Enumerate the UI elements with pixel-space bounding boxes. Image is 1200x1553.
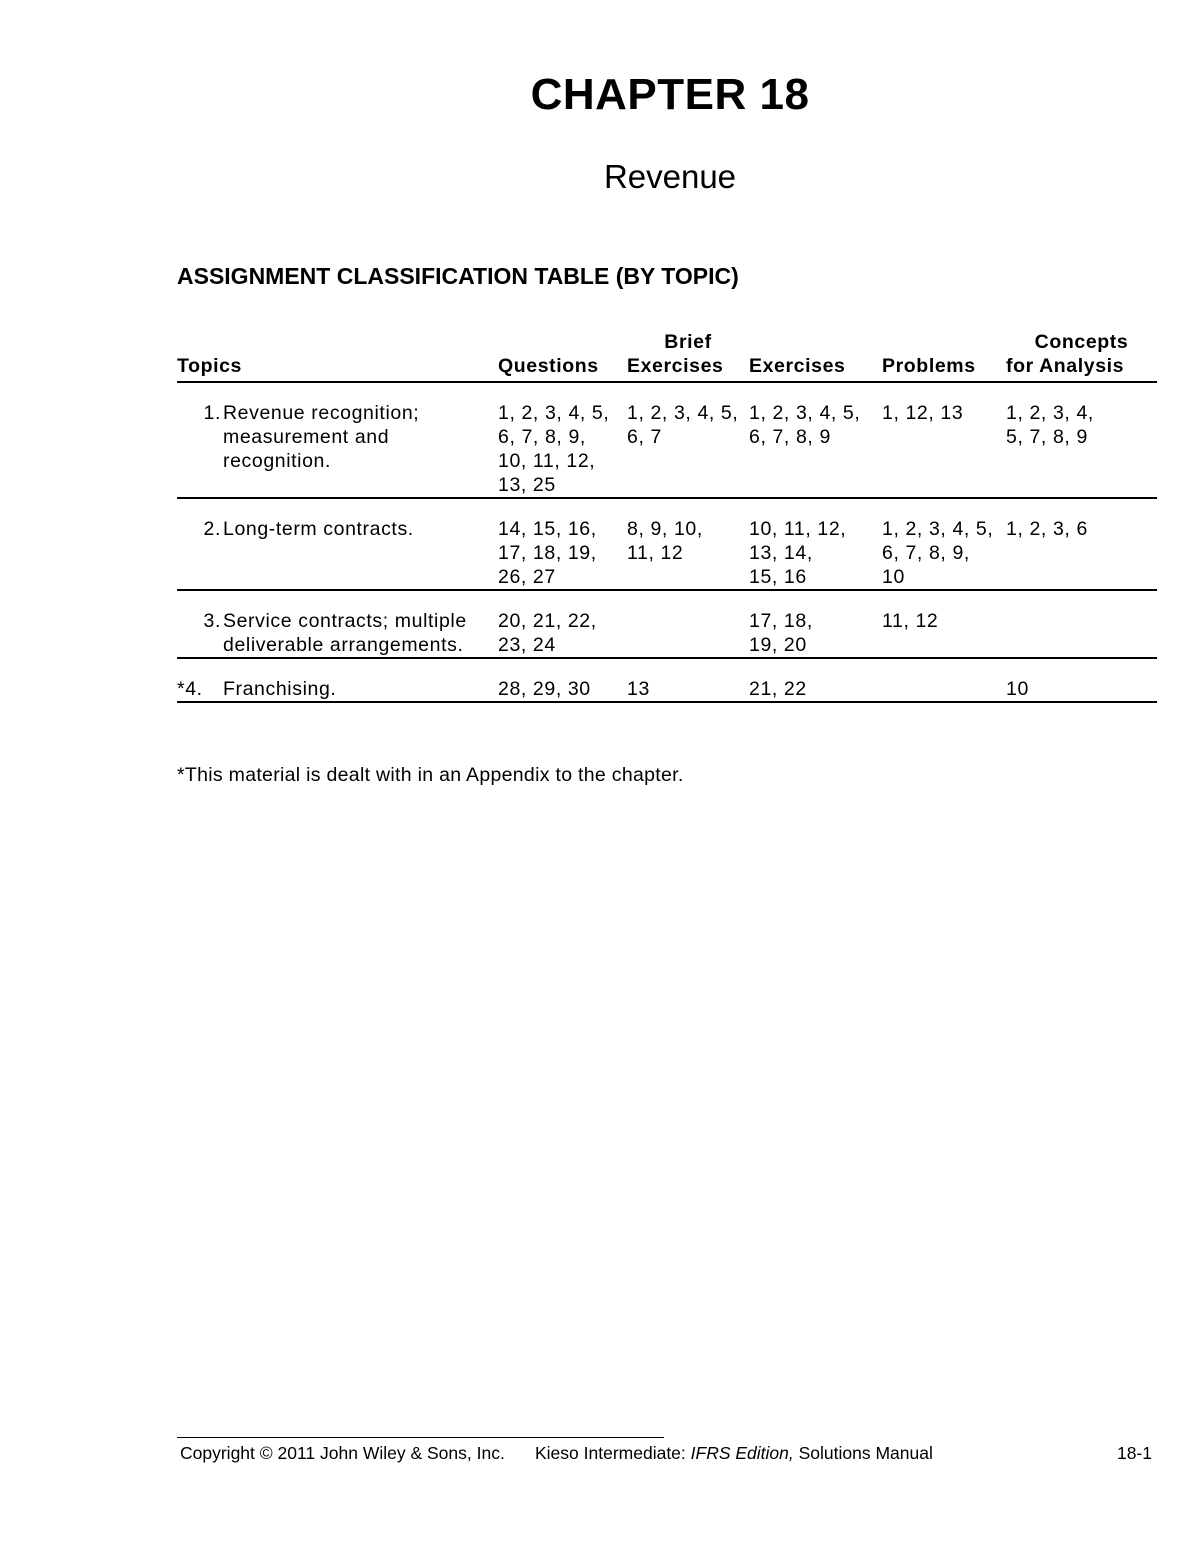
topic-text: Franchising.	[223, 678, 337, 700]
header-concepts-line2: for Analysis	[1006, 355, 1125, 377]
questions-cell	[498, 382, 627, 498]
header-questions: Questions	[498, 330, 627, 382]
section-heading: ASSIGNMENT CLASSIFICATION TABLE (BY TOPIC)	[177, 263, 739, 289]
header-brief-exercises-line1: Brief	[664, 331, 712, 353]
header-topics: Topics	[177, 330, 498, 382]
brief-exercises-cell	[627, 658, 749, 702]
exercises-value: 21, 22	[749, 678, 807, 700]
topic-cell	[177, 498, 498, 590]
table-row	[177, 590, 1157, 658]
footer-book-italic: IFRS Edition,	[690, 1443, 794, 1463]
problems-cell	[882, 382, 1006, 498]
concepts-cell	[1006, 658, 1157, 702]
chapter-title: CHAPTER 18	[530, 70, 810, 119]
topic-number: 2.	[203, 518, 221, 540]
topic-number: 3.	[203, 610, 221, 632]
problems-value: 11, 12	[882, 610, 939, 632]
table-row	[177, 498, 1157, 590]
footer-book-suffix: Solutions Manual	[793, 1443, 933, 1463]
questions-value: 14, 15, 16, 17, 18, 19, 26, 27	[498, 518, 597, 588]
questions-value: 28, 29, 30	[498, 678, 591, 700]
questions-cell	[498, 590, 627, 658]
footer-book-title	[535, 1443, 1117, 1464]
questions-value: 20, 21, 22, 23, 24	[498, 610, 597, 656]
concepts-value: 1, 2, 3, 4, 5, 7, 8, 9	[1006, 402, 1094, 448]
brief-exercises-cell	[627, 382, 749, 498]
exercises-cell	[749, 498, 882, 590]
questions-value: 1, 2, 3, 4, 5, 6, 7, 8, 9, 10, 11, 12, 13, 25	[498, 402, 610, 496]
problems-value: 1, 12, 13	[882, 402, 964, 424]
table-header-row	[177, 330, 1157, 382]
header-problems: Problems	[882, 330, 1006, 382]
footer-copyright: Copyright © 2011 John Wiley & Sons, Inc.	[180, 1443, 505, 1463]
brief-exercises-value: 1, 2, 3, 4, 5, 6, 7	[627, 402, 739, 448]
topic-cell	[177, 590, 498, 658]
concepts-value: 10	[1006, 678, 1029, 700]
topic-number: 1.	[203, 402, 221, 424]
questions-cell	[498, 498, 627, 590]
header-exercises: Exercises	[749, 330, 882, 382]
assignment-classification-table	[177, 330, 1157, 703]
exercises-value: 10, 11, 12, 13, 14, 15, 16	[749, 518, 847, 588]
header-concepts-line1: Concepts	[1034, 331, 1129, 353]
concepts-cell	[1006, 590, 1157, 658]
header-brief-exercises	[627, 330, 749, 382]
problems-cell	[882, 590, 1006, 658]
table-row	[177, 658, 1157, 702]
topic-cell	[177, 658, 498, 702]
problems-cell	[882, 658, 1006, 702]
exercises-value: 17, 18, 19, 20	[749, 610, 813, 656]
problems-value: 1, 2, 3, 4, 5, 6, 7, 8, 9, 10	[882, 518, 994, 588]
exercises-cell	[749, 658, 882, 702]
exercises-value: 1, 2, 3, 4, 5, 6, 7, 8, 9	[749, 402, 861, 448]
questions-cell	[498, 658, 627, 702]
header-concepts	[1006, 330, 1157, 382]
topic-text: Revenue recognition; measurement and recognition.	[223, 402, 420, 472]
page-footer	[180, 1443, 1152, 1464]
footer-book-prefix: Kieso Intermediate:	[535, 1443, 691, 1463]
appendix-footnote: *This material is dealt with in an Appendix to the chapter.	[177, 764, 684, 786]
header-brief-exercises-line2: Exercises	[627, 355, 724, 377]
topic-cell	[177, 382, 498, 498]
topic-number: *4.	[177, 678, 203, 700]
exercises-cell	[749, 590, 882, 658]
brief-exercises-value: 8, 9, 10, 11, 12	[627, 518, 703, 564]
footer-page-number: 18-1	[1116, 1443, 1152, 1463]
footer-rule	[177, 1437, 664, 1438]
chapter-subtitle: Revenue	[603, 158, 737, 195]
concepts-value: 1, 2, 3, 6	[1006, 518, 1088, 540]
concepts-cell	[1006, 498, 1157, 590]
topic-text: Long-term contracts.	[223, 518, 414, 540]
brief-exercises-cell	[627, 498, 749, 590]
concepts-cell	[1006, 382, 1157, 498]
table-row	[177, 382, 1157, 498]
brief-exercises-value: 13	[627, 678, 650, 700]
brief-exercises-cell	[627, 590, 749, 658]
exercises-cell	[749, 382, 882, 498]
topic-text: Service contracts; multiple deliverable arrangements.	[223, 610, 467, 656]
problems-cell	[882, 498, 1006, 590]
